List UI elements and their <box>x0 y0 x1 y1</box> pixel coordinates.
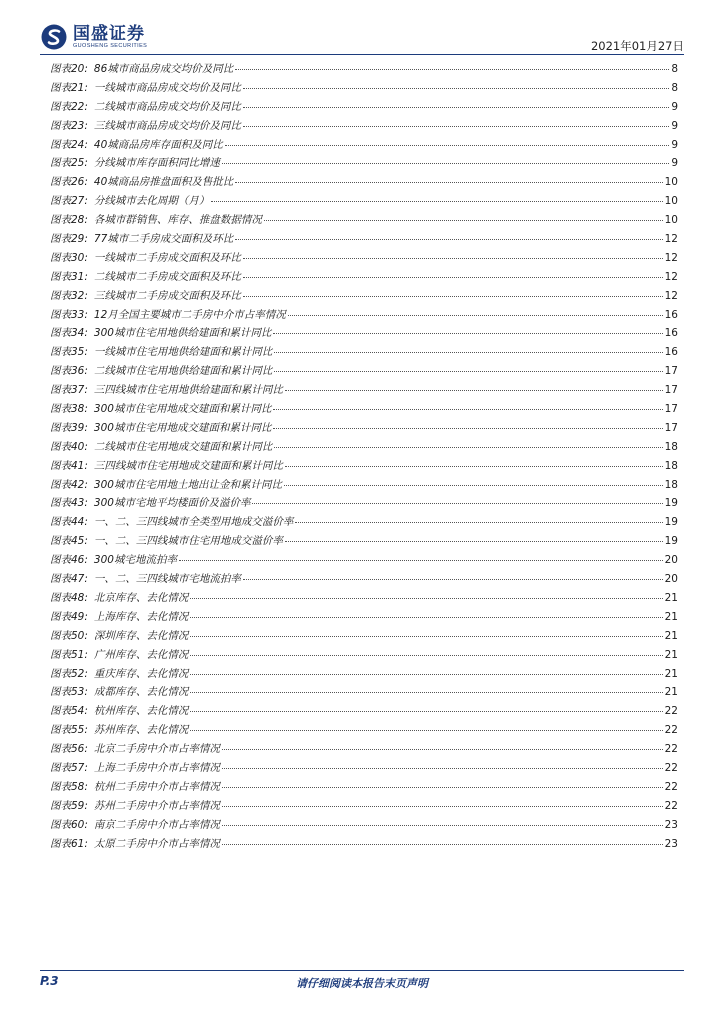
toc-page-number: 16 <box>664 327 678 340</box>
toc-leader-dots <box>222 844 663 845</box>
toc-figure-label: 图表53: <box>50 686 88 699</box>
toc-figure-label: 图表45: <box>50 535 88 548</box>
toc-page-number: 18 <box>664 478 678 491</box>
toc-page-number: 12 <box>664 289 678 302</box>
toc-entry[interactable] <box>50 231 678 250</box>
toc-entry[interactable] <box>50 137 678 156</box>
toc-figure-title: 广州库存、去化情况 <box>93 648 189 661</box>
toc-figure-label: 图表56: <box>50 743 88 756</box>
toc-figure-title: 300城市住宅用地土地出让金和累计同比 <box>93 478 282 491</box>
toc-page-number: 21 <box>664 686 678 699</box>
toc-entry[interactable] <box>50 155 678 174</box>
toc-figure-title: 一线城市二手房成交面积及环比 <box>93 251 241 264</box>
toc-figure-title: 杭州库存、去化情况 <box>93 705 189 718</box>
toc-leader-dots <box>243 296 663 297</box>
toc-figure-label: 图表57: <box>50 761 88 774</box>
toc-page-number: 12 <box>664 233 678 246</box>
toc-page-number: 20 <box>664 573 678 586</box>
toc-figure-label: 图表58: <box>50 780 88 793</box>
toc-figure-label: 图表38: <box>50 403 88 416</box>
toc-figure-label: 图表50: <box>50 629 88 642</box>
toc-figure-title: 二线城市商品房成交均价及同比 <box>93 100 241 113</box>
toc-figure-label: 图表44: <box>50 516 88 529</box>
toc-leader-dots <box>179 560 663 561</box>
toc-figure-label: 图表41: <box>50 459 88 472</box>
toc-entry[interactable] <box>50 741 678 760</box>
toc-page-number: 19 <box>664 516 678 529</box>
toc-page-number: 23 <box>664 818 678 831</box>
toc-entry[interactable] <box>50 99 678 118</box>
toc-figure-label: 图表46: <box>50 554 88 567</box>
toc-figure-label: 图表27: <box>50 195 88 208</box>
toc-leader-dots <box>190 598 662 599</box>
toc-entry[interactable] <box>50 401 678 420</box>
toc-figure-label: 图表54: <box>50 705 88 718</box>
toc-figure-label: 图表59: <box>50 799 88 812</box>
toc-page-number: 16 <box>664 346 678 359</box>
toc-figure-label: 图表36: <box>50 365 88 378</box>
toc-figure-title: 深圳库存、去化情况 <box>93 629 189 642</box>
toc-leader-dots <box>288 315 663 316</box>
toc-entry[interactable] <box>50 760 678 779</box>
toc-figure-title: 二线城市住宅用地供给建面和累计同比 <box>93 365 273 378</box>
toc-figure-label: 图表31: <box>50 270 88 283</box>
toc-figure-label: 图表34: <box>50 327 88 340</box>
toc-leader-dots <box>243 88 669 89</box>
toc-entry[interactable] <box>50 817 678 836</box>
toc-page-number: 22 <box>664 724 678 737</box>
toc-entry[interactable] <box>50 647 678 666</box>
toc-page-number: 20 <box>664 554 678 567</box>
toc-leader-dots <box>243 126 669 127</box>
toc-page-number: 17 <box>664 365 678 378</box>
toc-figure-title: 一、二、三四线城市住宅用地成交溢价率 <box>93 535 283 548</box>
toc-leader-dots <box>264 220 663 221</box>
toc-page-number: 17 <box>664 384 678 397</box>
toc-figure-label: 图表33: <box>50 308 88 321</box>
toc-figure-title: 成都库存、去化情况 <box>93 686 189 699</box>
toc-page-number: 18 <box>664 459 678 472</box>
toc-leader-dots <box>243 107 669 108</box>
toc-entry[interactable] <box>50 193 678 212</box>
toc-figure-title: 300城市住宅用地成交建面和累计同比 <box>93 421 272 434</box>
toc-page-number: 16 <box>664 308 678 321</box>
toc-entry[interactable] <box>50 439 678 458</box>
toc-page-number: 22 <box>664 799 678 812</box>
toc-figure-title: 40城商品房推盘面积及售批比 <box>93 176 234 189</box>
toc-page-number: 19 <box>664 497 678 510</box>
toc-entry[interactable] <box>50 779 678 798</box>
toc-entry[interactable] <box>50 571 678 590</box>
toc-entry[interactable] <box>50 363 678 382</box>
toc-figure-label: 图表29: <box>50 233 88 246</box>
toc-figure-label: 图表55: <box>50 724 88 737</box>
toc-entry[interactable] <box>50 495 678 514</box>
toc-page-number: 18 <box>664 440 678 453</box>
toc-page-number: 12 <box>664 270 678 283</box>
toc-figure-title: 各城市群销售、库存、推盘数据情况 <box>93 214 262 227</box>
toc-figure-label: 图表51: <box>50 648 88 661</box>
toc-leader-dots <box>274 447 662 448</box>
page-header <box>0 0 724 60</box>
toc-leader-dots <box>274 371 662 372</box>
toc-page-number: 9 <box>671 119 678 132</box>
toc-leader-dots <box>284 485 663 486</box>
toc-entry[interactable] <box>50 590 678 609</box>
toc-leader-dots <box>190 711 662 712</box>
toc-figure-title: 分线城市去化周期（月） <box>93 195 210 208</box>
toc-entry[interactable] <box>50 609 678 628</box>
logo-brand-en: GUOSHENG SECURITIES <box>73 42 148 49</box>
toc-figure-title: 300城市住宅用地供给建面和累计同比 <box>93 327 272 340</box>
toc-entry[interactable] <box>50 307 678 326</box>
toc-figure-title: 苏州二手房中介市占率情况 <box>93 799 220 812</box>
toc-leader-dots <box>243 277 663 278</box>
toc-leader-dots <box>285 466 663 467</box>
figure-list <box>50 61 678 854</box>
toc-figure-label: 图表47: <box>50 573 88 586</box>
header-divider <box>40 54 684 55</box>
toc-leader-dots <box>243 258 663 259</box>
toc-entry[interactable] <box>50 514 678 533</box>
toc-figure-title: 86城市商品房成交均价及同比 <box>93 63 234 75</box>
toc-leader-dots <box>190 692 662 693</box>
toc-leader-dots <box>235 182 662 183</box>
toc-page-number: 10 <box>664 176 678 189</box>
toc-entry[interactable] <box>50 118 678 137</box>
toc-page-number: 21 <box>664 591 678 604</box>
toc-figure-title: 苏州库存、去化情况 <box>93 724 189 737</box>
toc-leader-dots <box>295 522 662 523</box>
toc-page-number: 9 <box>671 157 678 170</box>
toc-figure-label: 图表37: <box>50 384 88 397</box>
toc-figure-title: 三四线城市住宅用地成交建面和累计同比 <box>93 459 283 472</box>
toc-figure-title: 太原二手房中介市占率情况 <box>93 837 220 850</box>
toc-leader-dots <box>222 768 663 769</box>
toc-figure-label: 图表24: <box>50 138 88 151</box>
toc-entry[interactable] <box>50 533 678 552</box>
toc-figure-label: 图表23: <box>50 119 88 132</box>
toc-figure-title: 一、二、三四线城市宅地流拍率 <box>93 573 241 586</box>
toc-entry[interactable] <box>50 269 678 288</box>
toc-page-number: 22 <box>664 780 678 793</box>
toc-figure-label: 图表35: <box>50 346 88 359</box>
toc-figure-label: 图表60: <box>50 818 88 831</box>
toc-page-number: 21 <box>664 667 678 680</box>
toc-page-number: 22 <box>664 705 678 718</box>
toc-page-number: 21 <box>664 648 678 661</box>
toc-page-number: 17 <box>664 403 678 416</box>
toc-page-number: 21 <box>664 610 678 623</box>
toc-page-number: 12 <box>664 251 678 264</box>
page-number: P.3 <box>40 974 59 988</box>
toc-figure-label: 图表49: <box>50 610 88 623</box>
toc-page-number: 8 <box>671 63 678 75</box>
toc-figure-title: 300城市宅地平均楼面价及溢价率 <box>93 497 251 510</box>
toc-figure-label: 图表21: <box>50 81 88 94</box>
toc-figure-label: 图表32: <box>50 289 88 302</box>
toc-figure-title: 一、二、三四线城市全类型用地成交溢价率 <box>93 516 294 529</box>
toc-figure-title: 杭州二手房中介市占率情况 <box>93 780 220 793</box>
toc-figure-title: 40城商品房库存面积及同比 <box>93 138 223 151</box>
toc-page-number: 19 <box>664 535 678 548</box>
toc-leader-dots <box>252 503 662 504</box>
toc-figure-title: 三线城市二手房成交面积及环比 <box>93 289 241 302</box>
toc-entry[interactable] <box>50 458 678 477</box>
toc-page-number: 9 <box>671 138 678 151</box>
toc-entry[interactable] <box>50 382 678 401</box>
toc-figure-label: 图表20: <box>50 63 88 75</box>
toc-page-number: 17 <box>664 421 678 434</box>
toc-figure-title: 北京库存、去化情况 <box>93 591 189 604</box>
toc-leader-dots <box>225 145 670 146</box>
company-logo <box>40 22 147 52</box>
toc-figure-title: 北京二手房中介市占率情况 <box>93 743 220 756</box>
toc-entry[interactable] <box>50 798 678 817</box>
toc-figure-title: 二线城市二手房成交面积及环比 <box>93 270 241 283</box>
toc-figure-title: 南京二手房中介市占率情况 <box>93 818 220 831</box>
toc-leader-dots <box>190 674 662 675</box>
toc-figure-title: 300城市住宅用地成交建面和累计同比 <box>93 403 272 416</box>
toc-figure-title: 上海二手房中介市占率情况 <box>93 761 220 774</box>
toc-figure-title: 分线城市库存面积同比增速 <box>93 157 220 170</box>
toc-page-number: 10 <box>664 214 678 227</box>
toc-figure-label: 图表43: <box>50 497 88 510</box>
toc-figure-title: 三四线城市住宅用地供给建面和累计同比 <box>93 384 283 397</box>
toc-page-number: 22 <box>664 761 678 774</box>
toc-entry[interactable] <box>50 552 678 571</box>
toc-leader-dots <box>274 352 662 353</box>
toc-leader-dots <box>285 541 663 542</box>
toc-page-number: 8 <box>671 81 678 94</box>
toc-figure-label: 图表39: <box>50 421 88 434</box>
toc-leader-dots <box>190 617 662 618</box>
toc-leader-dots <box>222 787 663 788</box>
toc-figure-title: 三线城市商品房成交均价及同比 <box>93 119 241 132</box>
toc-entry[interactable] <box>50 722 678 741</box>
toc-page-number: 22 <box>664 743 678 756</box>
toc-figure-title: 重庆库存、去化情况 <box>93 667 189 680</box>
toc-figure-label: 图表52: <box>50 667 88 680</box>
toc-figure-label: 图表30: <box>50 251 88 264</box>
toc-leader-dots <box>222 806 663 807</box>
toc-figure-title: 300城宅地流拍率 <box>93 554 177 567</box>
toc-entry[interactable] <box>50 477 678 496</box>
toc-figure-title: 一线城市商品房成交均价及同比 <box>93 81 241 94</box>
toc-entry[interactable] <box>50 250 678 269</box>
toc-leader-dots <box>190 636 662 637</box>
toc-figure-label: 图表22: <box>50 100 88 113</box>
footer-divider <box>40 970 684 971</box>
toc-entry[interactable] <box>50 836 678 855</box>
toc-leader-dots <box>273 428 662 429</box>
toc-page-number: 9 <box>671 100 678 113</box>
toc-page-number: 23 <box>664 837 678 850</box>
toc-figure-label: 图表26: <box>50 176 88 189</box>
toc-leader-dots <box>235 69 669 70</box>
toc-page-number: 21 <box>664 629 678 642</box>
report-date: 2021年01月27日 <box>590 39 684 53</box>
toc-entry[interactable] <box>50 666 678 685</box>
toc-figure-label: 图表61: <box>50 837 88 850</box>
toc-entry[interactable] <box>50 325 678 344</box>
toc-leader-dots <box>273 333 662 334</box>
toc-leader-dots <box>285 390 663 391</box>
toc-figure-title: 二线城市住宅用地成交建面和累计同比 <box>93 440 273 453</box>
toc-entry[interactable] <box>50 212 678 231</box>
toc-entry[interactable] <box>50 703 678 722</box>
toc-entry[interactable] <box>50 61 678 80</box>
toc-figure-label: 图表42: <box>50 478 88 491</box>
toc-figure-label: 图表28: <box>50 214 88 227</box>
toc-figure-label: 图表25: <box>50 157 88 170</box>
logo-icon <box>40 23 68 51</box>
toc-leader-dots <box>190 730 662 731</box>
toc-leader-dots <box>273 409 662 410</box>
toc-entry[interactable] <box>50 344 678 363</box>
toc-leader-dots <box>235 239 662 240</box>
toc-page-number: 10 <box>664 195 678 208</box>
toc-figure-label: 图表40: <box>50 440 88 453</box>
logo-brand-cn: 国盛证券 <box>73 23 145 44</box>
toc-leader-dots <box>243 579 663 580</box>
toc-figure-title: 一线城市住宅用地供给建面和累计同比 <box>93 346 273 359</box>
toc-leader-dots <box>211 201 662 202</box>
toc-entry[interactable] <box>50 684 678 703</box>
toc-entry[interactable] <box>50 174 678 193</box>
toc-leader-dots <box>190 655 662 656</box>
toc-figure-title: 12月全国主要城市二手房中介市占率情况 <box>93 308 286 321</box>
toc-entry[interactable] <box>50 288 678 307</box>
toc-entry[interactable] <box>50 420 678 439</box>
toc-leader-dots <box>222 749 663 750</box>
toc-leader-dots <box>222 163 669 164</box>
toc-figure-title: 77城市二手房成交面积及环比 <box>93 233 234 246</box>
toc-entry[interactable] <box>50 80 678 99</box>
toc-figure-label: 图表48: <box>50 591 88 604</box>
toc-leader-dots <box>222 825 663 826</box>
toc-figure-title: 上海库存、去化情况 <box>93 610 189 623</box>
footer-disclaimer: 请仔细阅读本报告末页声明 <box>296 977 428 990</box>
toc-entry[interactable] <box>50 628 678 647</box>
